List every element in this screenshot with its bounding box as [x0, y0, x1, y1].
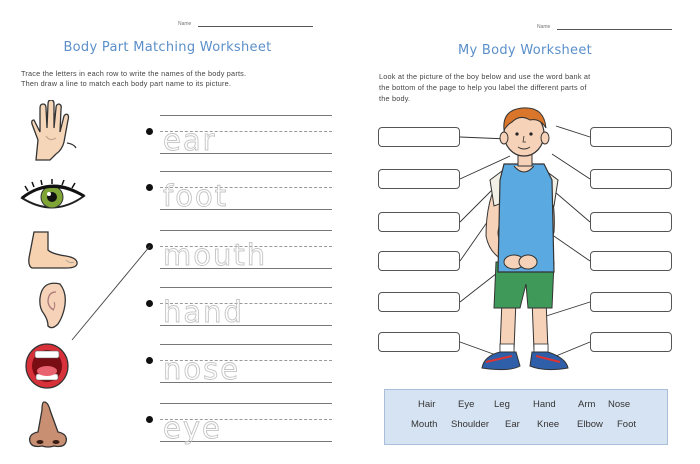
word-bank-word: Leg	[494, 399, 510, 410]
right-name-line	[557, 29, 672, 30]
word-bank-word: Hand	[533, 399, 556, 410]
match-dot[interactable]	[146, 243, 153, 250]
match-dot[interactable]	[146, 357, 153, 364]
word-bank-word: Foot	[617, 419, 637, 430]
word-bank-word: Elbow	[577, 419, 603, 430]
trace-word: eye	[163, 411, 222, 445]
top-line	[160, 230, 332, 231]
right-instruction-2: the bottom of the page to help you label the different parts of	[379, 83, 587, 92]
ear-picture	[34, 280, 68, 330]
match-dot[interactable]	[146, 184, 153, 191]
word-bank-word: Nose	[608, 399, 631, 410]
label-box-right-1[interactable]	[590, 127, 672, 147]
match-dot[interactable]	[146, 300, 153, 307]
trace-word: mouth	[163, 238, 268, 272]
right-name-label: Name	[537, 24, 551, 30]
label-box-left-3[interactable]	[378, 212, 460, 232]
match-dot[interactable]	[146, 416, 153, 423]
label-box-right-3[interactable]	[590, 212, 672, 232]
word-bank-word: Hair	[418, 399, 436, 410]
label-box-right-2[interactable]	[590, 169, 672, 189]
match-dot[interactable]	[146, 128, 153, 135]
word-bank-word: Arm	[578, 399, 596, 410]
pointer-lines	[460, 126, 590, 356]
trace-word: nose	[163, 352, 241, 386]
top-line	[160, 171, 332, 172]
mouth-picture	[24, 342, 70, 390]
eye-picture	[20, 178, 86, 216]
foot-picture	[26, 230, 80, 270]
top-line	[160, 287, 332, 288]
word-bank-word: Knee	[537, 419, 560, 430]
label-box-right-6[interactable]	[590, 332, 672, 352]
left-instruction-2: Then draw a line to match each body part name to its picture.	[21, 79, 232, 88]
label-box-left-5[interactable]	[378, 292, 460, 312]
left-name-label: Name	[178, 21, 192, 27]
trace-word: hand	[163, 295, 244, 329]
right-instruction-1: Look at the picture of the boy below and use the word bank at	[379, 72, 591, 81]
top-line	[160, 115, 332, 116]
word-bank-word: Ear	[505, 419, 520, 430]
left-title: Body Part Matching Worksheet	[63, 40, 272, 55]
left-name-line	[198, 26, 313, 27]
hand-picture	[26, 100, 78, 162]
word-bank-word: Shoulder	[451, 419, 490, 430]
word-bank	[384, 389, 668, 445]
word-bank-word: Mouth	[411, 419, 438, 430]
label-box-right-4[interactable]	[590, 251, 672, 271]
label-box-left-4[interactable]	[378, 251, 460, 271]
label-box-left-2[interactable]	[378, 169, 460, 189]
left-instruction-1: Trace the letters in each row to write the names of the body parts.	[21, 69, 247, 78]
word-bank-word: Eye	[458, 399, 475, 410]
top-line	[160, 344, 332, 345]
label-box-right-5[interactable]	[590, 292, 672, 312]
trace-word: foot	[163, 179, 229, 213]
top-line	[160, 403, 332, 404]
nose-picture	[26, 400, 70, 450]
trace-word: ear	[163, 123, 217, 157]
label-box-left-6[interactable]	[378, 332, 460, 352]
right-title: My Body Worksheet	[457, 43, 593, 58]
label-box-left-1[interactable]	[378, 127, 460, 147]
right-instruction-3: the body.	[379, 94, 411, 103]
